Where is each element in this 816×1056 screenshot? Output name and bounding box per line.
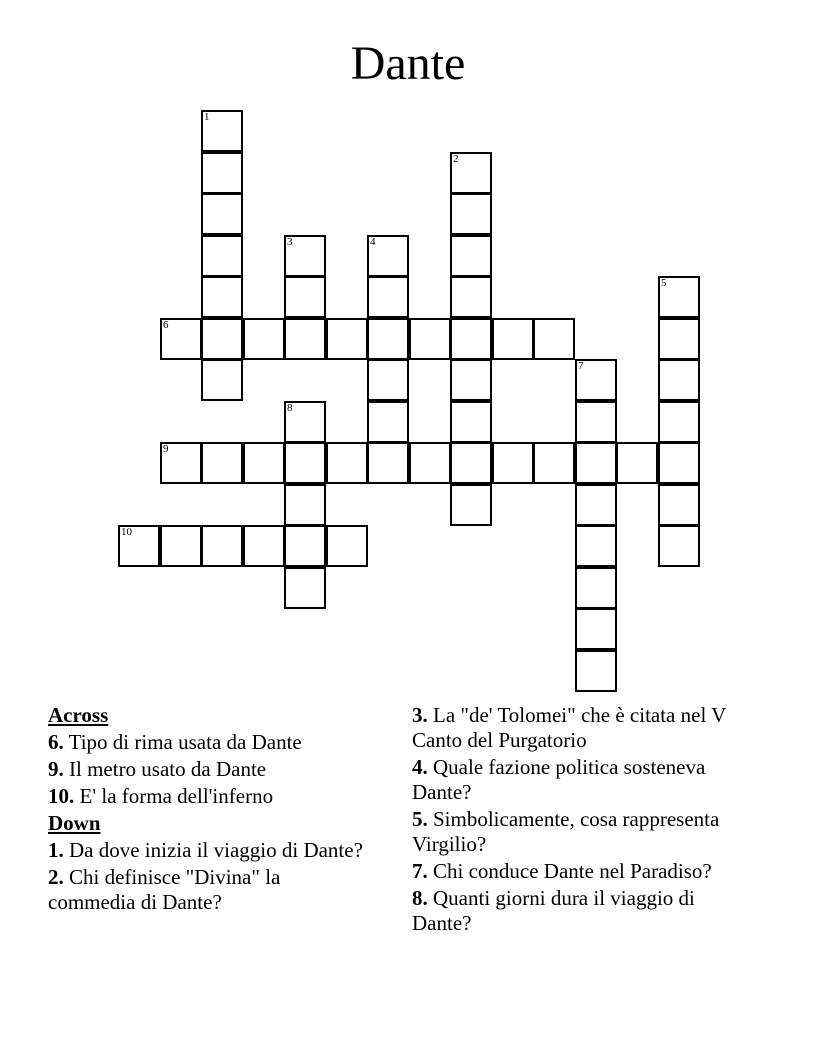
clue-number: 1. xyxy=(48,838,64,862)
cell-number: 4 xyxy=(370,236,376,248)
clue-across-6 xyxy=(48,730,368,755)
clue-number: 2. xyxy=(48,865,64,889)
cell-number: 6 xyxy=(163,319,169,331)
grid-cell[interactable] xyxy=(658,359,700,401)
grid-cell[interactable] xyxy=(533,318,575,360)
grid-cell[interactable] xyxy=(450,442,492,484)
clues-right-column xyxy=(412,703,742,938)
grid-cell[interactable] xyxy=(575,525,617,567)
grid-cell[interactable] xyxy=(616,442,658,484)
grid-cell[interactable] xyxy=(492,318,534,360)
grid-cell[interactable] xyxy=(450,318,492,360)
clue-across-10 xyxy=(48,784,368,809)
cell-number: 2 xyxy=(453,153,459,165)
puzzle-title: Dante xyxy=(350,37,466,90)
grid-cell[interactable] xyxy=(450,152,492,194)
clue-text: Quale fazione politica sosteneva Dante? xyxy=(412,755,706,804)
grid-cell[interactable] xyxy=(284,525,326,567)
grid-cell[interactable] xyxy=(658,525,700,567)
clue-text: La "de' Tolomei" che è citata nel V Canto del Purgatorio xyxy=(412,703,726,752)
grid-cell[interactable] xyxy=(450,359,492,401)
clue-text: Chi definisce "Divina" la commedia di Dante? xyxy=(48,865,281,914)
grid-cell[interactable] xyxy=(575,608,617,650)
clue-text: Simbolicamente, cosa rappresenta Virgilio? xyxy=(412,807,720,856)
grid-cell[interactable] xyxy=(326,318,368,360)
cell-number: 10 xyxy=(121,526,132,538)
grid-cell[interactable] xyxy=(367,359,409,401)
grid-cell[interactable] xyxy=(367,401,409,443)
grid-cell[interactable] xyxy=(284,567,326,609)
clue-down-2 xyxy=(48,865,368,915)
clue-number: 3. xyxy=(412,703,428,727)
clue-across-9 xyxy=(48,757,368,782)
cell-number: 5 xyxy=(661,277,667,289)
clue-number: 4. xyxy=(412,755,428,779)
grid-cell[interactable] xyxy=(658,442,700,484)
down-heading: Down xyxy=(48,811,101,835)
clue-down-1 xyxy=(48,838,368,863)
clue-text: Tipo di rima usata da Dante xyxy=(68,730,302,754)
grid-cell[interactable] xyxy=(284,235,326,277)
grid-cell[interactable] xyxy=(160,525,202,567)
grid-cell[interactable] xyxy=(575,650,617,692)
grid-cell[interactable] xyxy=(243,318,285,360)
grid-cell[interactable] xyxy=(243,525,285,567)
grid-cell[interactable] xyxy=(201,442,243,484)
grid-cell[interactable] xyxy=(201,318,243,360)
grid-cell[interactable] xyxy=(450,276,492,318)
grid-cell[interactable] xyxy=(201,525,243,567)
grid-cell[interactable] xyxy=(658,276,700,318)
grid-cell[interactable] xyxy=(284,442,326,484)
cell-number: 1 xyxy=(204,111,210,123)
grid-cell[interactable] xyxy=(575,442,617,484)
clues-left-column xyxy=(48,703,368,917)
grid-cell[interactable] xyxy=(160,442,202,484)
grid-cell[interactable] xyxy=(201,110,243,152)
grid-cell[interactable] xyxy=(367,442,409,484)
clue-number: 5. xyxy=(412,807,428,831)
cell-number: 9 xyxy=(163,443,169,455)
grid-cell[interactable] xyxy=(118,525,160,567)
grid-cell[interactable] xyxy=(658,318,700,360)
grid-cell[interactable] xyxy=(450,484,492,526)
grid-cell[interactable] xyxy=(367,276,409,318)
grid-cell[interactable] xyxy=(160,318,202,360)
grid-cell[interactable] xyxy=(326,525,368,567)
clue-text: E' la forma dell'inferno xyxy=(79,784,274,808)
grid-cell[interactable] xyxy=(201,152,243,194)
grid-cell[interactable] xyxy=(450,401,492,443)
grid-cell[interactable] xyxy=(575,567,617,609)
clue-text: Chi conduce Dante nel Paradiso? xyxy=(433,859,712,883)
grid-cell[interactable] xyxy=(284,484,326,526)
clue-number: 8. xyxy=(412,886,428,910)
grid-cell[interactable] xyxy=(201,276,243,318)
grid-cell[interactable] xyxy=(450,193,492,235)
clue-number: 10. xyxy=(48,784,75,808)
clue-down-7 xyxy=(412,859,742,884)
cell-number: 7 xyxy=(578,360,584,372)
clue-down-8 xyxy=(412,886,742,936)
clue-number: 9. xyxy=(48,757,64,781)
grid-cell[interactable] xyxy=(367,318,409,360)
cell-number: 3 xyxy=(287,236,293,248)
grid-cell[interactable] xyxy=(284,401,326,443)
grid-cell[interactable] xyxy=(284,276,326,318)
cell-number: 8 xyxy=(287,402,293,414)
grid-cell[interactable] xyxy=(658,401,700,443)
clue-text: Da dove inizia il viaggio di Dante? xyxy=(69,838,363,862)
grid-cell[interactable] xyxy=(492,442,534,484)
clue-number: 7. xyxy=(412,859,428,883)
grid-cell[interactable] xyxy=(533,442,575,484)
grid-cell[interactable] xyxy=(409,318,451,360)
clue-down-3 xyxy=(412,703,742,753)
grid-cell[interactable] xyxy=(201,193,243,235)
across-heading: Across xyxy=(48,703,109,727)
clue-number: 6. xyxy=(48,730,64,754)
grid-cell[interactable] xyxy=(450,235,492,277)
grid-cell[interactable] xyxy=(575,359,617,401)
grid-cell[interactable] xyxy=(284,318,326,360)
grid-cell[interactable] xyxy=(367,235,409,277)
grid-cell[interactable] xyxy=(201,359,243,401)
clue-text: Il metro usato da Dante xyxy=(69,757,267,781)
grid-cell[interactable] xyxy=(326,442,368,484)
clue-down-4 xyxy=(412,755,742,805)
clue-text: Quanti giorni dura il viaggio di Dante? xyxy=(412,886,695,935)
grid-cell[interactable] xyxy=(201,235,243,277)
grid-cell[interactable] xyxy=(409,442,451,484)
grid-cell[interactable] xyxy=(575,401,617,443)
grid-cell[interactable] xyxy=(243,442,285,484)
clue-down-5 xyxy=(412,807,742,857)
grid-cell[interactable] xyxy=(575,484,617,526)
grid-cell[interactable] xyxy=(658,484,700,526)
